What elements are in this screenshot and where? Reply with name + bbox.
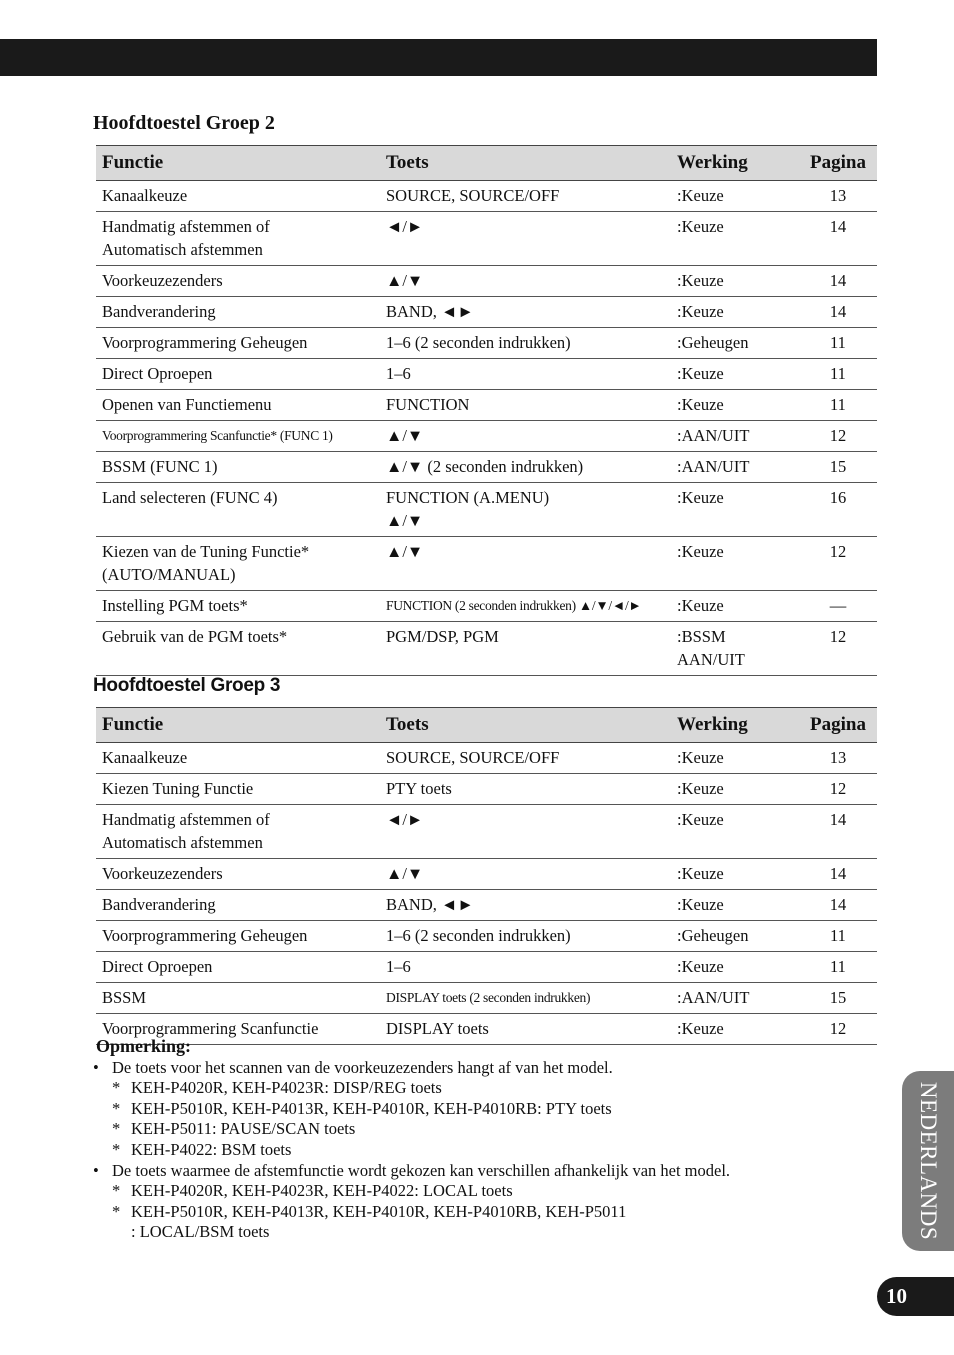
cell-functie: Voorkeuzezenders [96,266,380,297]
table-row [96,774,877,805]
table-row [96,952,877,983]
note-sub-item [93,1078,876,1099]
table-row [96,483,877,537]
table-row [96,452,877,483]
table-row [96,359,877,390]
language-tab [902,1071,954,1251]
note-bullet: • De toets waarmee de afstemfunctie wordt gekozen kan verschillen afhankelijk van het model. [93,1161,876,1182]
cell-toets: PGM/DSP, PGM [380,622,671,676]
header-werking: Werking [671,708,799,743]
header-toets: Toets [380,708,671,743]
cell-pagina: 13 [799,181,877,212]
cell-pagina: 12 [799,537,877,591]
cell-toets: FUNCTION (2 seconden indrukken) ▲/▼/◄/► [380,591,671,622]
cell-werking: :Keuze [671,805,799,859]
cell-pagina: 12 [799,1014,877,1045]
cell-pagina: 14 [799,297,877,328]
table-group2 [96,145,877,676]
cell-toets: ◄/► [380,805,671,859]
cell-toets: SOURCE, SOURCE/OFF [380,743,671,774]
asterisk: * [112,1201,121,1221]
cell-functie: Handmatig afstemmen of Automatisch afstemmen [96,212,380,266]
cell-werking: :Keuze [671,774,799,805]
table-header-row [96,146,877,181]
cell-functie: Voorkeuzezenders [96,859,380,890]
table-row [96,181,877,212]
cell-functie: Handmatig afstemmen of Automatisch afstemmen [96,805,380,859]
header-functie: Functie [96,146,380,181]
cell-toets: BAND, ◄► [380,297,671,328]
cell-functie: Kanaalkeuze [96,743,380,774]
cell-toets: ▲/▼ (2 seconden indrukken) [380,452,671,483]
note-section [96,1036,876,1243]
note-sub-text: KEH-P5010R, KEH-P4013R, KEH-P4010R, KEH-P4010RB, KEH-P5011 [131,1201,627,1221]
table-row [96,890,877,921]
table-row [96,328,877,359]
note-bullet: • De toets voor het scannen van de voorkeuzezenders hangt af van het model. [93,1058,876,1079]
table-row [96,921,877,952]
cell-werking: :Keuze [671,483,799,537]
cell-pagina: 14 [799,266,877,297]
cell-functie: Gebruik van de PGM toets* [96,622,380,676]
cell-functie: Voorprogrammering Geheugen [96,328,380,359]
cell-werking: :AAN/UIT [671,983,799,1014]
cell-werking: :Keuze [671,266,799,297]
note-sub-text: KEH-P5010R, KEH-P4013R, KEH-P4010R, KEH-P4010RB: PTY toets [131,1098,612,1118]
cell-werking: :Keuze [671,359,799,390]
cell-pagina: 13 [799,743,877,774]
table-row [96,805,877,859]
note-continuation: : LOCAL/BSM toets [131,1222,270,1242]
cell-toets: SOURCE, SOURCE/OFF [380,181,671,212]
cell-functie: Kiezen van de Tuning Functie* (AUTO/MANUAL) [96,537,380,591]
cell-werking: :Keuze [671,591,799,622]
cell-functie: BSSM [96,983,380,1014]
cell-pagina: 15 [799,983,877,1014]
note-sub-item [93,1181,876,1202]
cell-werking: :Geheugen [671,921,799,952]
section-title-group2: Hoofdtoestel Groep 2 [93,112,275,134]
note-sub-text: KEH-P4020R, KEH-P4023R: DISP/REG toets [131,1078,442,1098]
cell-toets: 1–6 [380,359,671,390]
cell-functie: Instelling PGM toets* [96,591,380,622]
cell-pagina: 12 [799,622,877,676]
cell-functie: Direct Oproepen [96,952,380,983]
note-sub-text: KEH-P4022: BSM toets [131,1139,292,1159]
asterisk: * [112,1078,121,1098]
table-row [96,859,877,890]
cell-werking: :AAN/UIT [671,452,799,483]
cell-werking: :Keuze [671,537,799,591]
note-list [96,1058,876,1243]
cell-toets: 1–6 [380,952,671,983]
note-sub-item [93,1119,876,1140]
asterisk: * [112,1139,121,1159]
header-werking: Werking [671,146,799,181]
cell-werking: :Keuze [671,952,799,983]
cell-werking: :Keuze [671,743,799,774]
table-group3 [96,707,877,1045]
cell-pagina: 12 [799,774,877,805]
cell-pagina: 16 [799,483,877,537]
table-row [96,212,877,266]
cell-functie: BSSM (FUNC 1) [96,452,380,483]
cell-werking: :BSSM AAN/UIT [671,622,799,676]
asterisk: * [112,1181,121,1201]
cell-toets: FUNCTION [380,390,671,421]
cell-functie: Voorprogrammering Geheugen [96,921,380,952]
cell-functie: Land selecteren (FUNC 4) [96,483,380,537]
cell-werking: :Keuze [671,297,799,328]
cell-werking: :Keuze [671,181,799,212]
cell-functie: Bandverandering [96,890,380,921]
cell-pagina: 14 [799,212,877,266]
cell-pagina: 15 [799,452,877,483]
cell-pagina: 11 [799,390,877,421]
cell-toets: PTY toets [380,774,671,805]
cell-pagina: 14 [799,859,877,890]
header-functie: Functie [96,708,380,743]
cell-functie: Kiezen Tuning Functie [96,774,380,805]
cell-pagina: 12 [799,421,877,452]
table-row [96,983,877,1014]
header-toets: Toets [380,146,671,181]
table-header-row [96,708,877,743]
cell-toets: FUNCTION (A.MENU) ▲/▼ [380,483,671,537]
cell-toets: ▲/▼ [380,421,671,452]
table-row [96,591,877,622]
cell-functie: Voorprogrammering Scanfunctie* (FUNC 1) [96,421,380,452]
cell-functie: Bandverandering [96,297,380,328]
header-bar [0,39,877,76]
note-sub-text: KEH-P4020R, KEH-P4023R, KEH-P4022: LOCAL toets [131,1181,513,1201]
cell-werking: :Keuze [671,890,799,921]
cell-toets: 1–6 (2 seconden indrukken) [380,328,671,359]
page-number: 10 [877,1277,954,1316]
cell-toets: ◄/► [380,212,671,266]
cell-werking: :Geheugen [671,328,799,359]
note-title: Opmerking: [96,1036,192,1056]
cell-werking: :Keuze [671,859,799,890]
asterisk: * [112,1098,121,1118]
cell-werking: :Keuze [671,212,799,266]
table-row [96,622,877,676]
cell-werking: :Keuze [671,390,799,421]
cell-toets: ▲/▼ [380,266,671,297]
cell-toets: BAND, ◄► [380,890,671,921]
asterisk: * [112,1119,121,1139]
table-row [96,743,877,774]
note-sub-item [93,1140,876,1161]
cell-toets: DISPLAY toets (2 seconden indrukken) [380,983,671,1014]
language-tab-label: NEDERLANDS [916,1081,941,1241]
cell-pagina: 11 [799,328,877,359]
cell-toets: ▲/▼ [380,859,671,890]
note-sub-item [93,1099,876,1120]
table-row [96,421,877,452]
cell-pagina: 11 [799,952,877,983]
cell-pagina: 14 [799,805,877,859]
cell-toets: 1–6 (2 seconden indrukken) [380,921,671,952]
cell-pagina: 11 [799,359,877,390]
cell-werking: :Keuze [671,1014,799,1045]
header-pagina: Pagina [799,708,877,743]
cell-functie: Openen van Functiemenu [96,390,380,421]
cell-functie: Voorprogrammering Scanfunctie [96,1014,380,1045]
cell-werking: :AAN/UIT [671,421,799,452]
cell-pagina: 14 [799,890,877,921]
cell-functie: Direct Oproepen [96,359,380,390]
header-pagina: Pagina [799,146,877,181]
table-row [96,266,877,297]
cell-toets: ▲/▼ [380,537,671,591]
cell-pagina: 11 [799,921,877,952]
cell-pagina: — [799,591,877,622]
table-row [96,537,877,591]
cell-functie: Kanaalkeuze [96,181,380,212]
table-row [96,390,877,421]
cell-toets: DISPLAY toets [380,1014,671,1045]
section-title-group3: Hoofdtoestel Groep 3 [93,675,281,696]
note-sub-text: KEH-P5011: PAUSE/SCAN toets [131,1119,356,1139]
note-sub-item [93,1202,876,1223]
table-row [96,297,877,328]
